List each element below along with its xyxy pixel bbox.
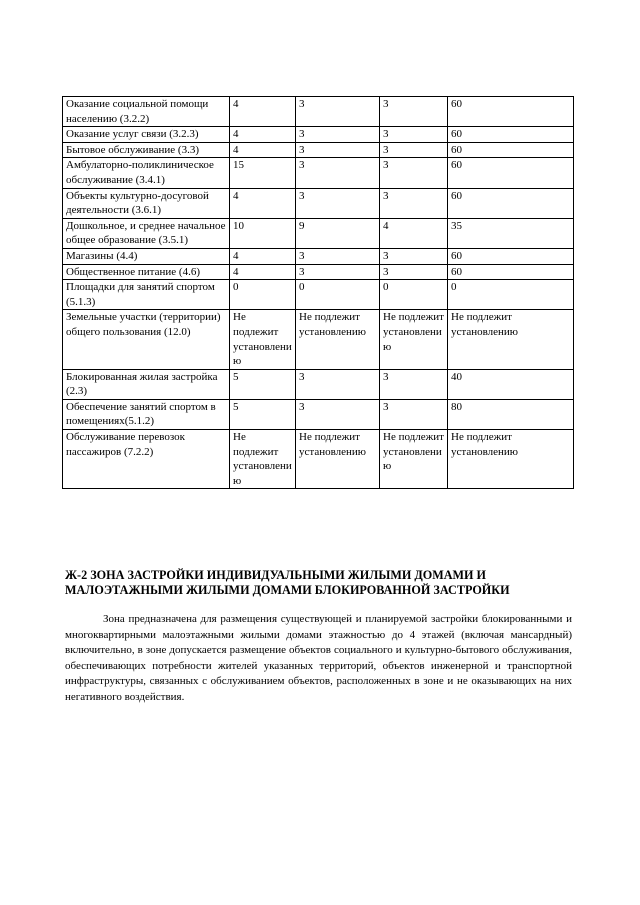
cell-value-2: 3 — [296, 142, 380, 158]
cell-value-2: 3 — [296, 158, 380, 188]
cell-value-3: Не подлежит установлению — [380, 430, 448, 489]
cell-use-type: Блокированная жилая застройка (2.3) — [63, 369, 230, 399]
cell-use-type: Объекты культурно-досуговой деятельности (3.6.1) — [63, 188, 230, 218]
cell-use-type: Магазины (4.4) — [63, 248, 230, 264]
zone-description — [65, 612, 572, 705]
cell-use-type: Оказание социальной помощи населению (3.2.2) — [63, 97, 230, 127]
table-row — [63, 188, 574, 218]
cell-value-2: Не подлежит установлению — [296, 310, 380, 369]
cell-value-4: 0 — [448, 280, 574, 310]
cell-value-2: 3 — [296, 97, 380, 127]
cell-value-3: 3 — [380, 188, 448, 218]
cell-value-4: 60 — [448, 127, 574, 143]
cell-use-type: Земельные участки (территории) общего пользования (12.0) — [63, 310, 230, 369]
zone-description-text: Зона предназначена для размещения существующей и планируемой застройки блокированными и многоквартирными малоэтажными жилыми домами этажностью до 4 этажей (включая мансардный) включительно, в зоне допускается размещение объектов социального и культурно-бытового обслуживания, обеспечивающих потребности жителей указанных территорий, объектов инженерной и транспортной инфраструктуры, связанных с обслуживанием объектов, расположенных в зоне и не оказывающих на них негативного воздействия. — [65, 613, 572, 703]
cell-value-1: 4 — [230, 248, 296, 264]
cell-value-4: 60 — [448, 158, 574, 188]
cell-value-3: 3 — [380, 369, 448, 399]
cell-value-3: 3 — [380, 399, 448, 429]
cell-value-1: Не подлежит установлению — [230, 310, 296, 369]
cell-use-type: Оказание услуг связи (3.2.3) — [63, 127, 230, 143]
cell-value-1: 15 — [230, 158, 296, 188]
cell-value-1: 4 — [230, 97, 296, 127]
cell-value-4: 60 — [448, 188, 574, 218]
cell-value-2: Не подлежит установлению — [296, 430, 380, 489]
cell-value-1: 4 — [230, 188, 296, 218]
table-row — [63, 280, 574, 310]
cell-value-3: 3 — [380, 127, 448, 143]
cell-value-3: 3 — [380, 158, 448, 188]
cell-value-2: 3 — [296, 188, 380, 218]
cell-value-4: 60 — [448, 264, 574, 280]
cell-value-1: Не подлежит установлению — [230, 430, 296, 489]
table-row — [63, 430, 574, 489]
cell-use-type: Дошкольное, и среднее начальное общее образование (3.5.1) — [63, 218, 230, 248]
table-row — [63, 218, 574, 248]
cell-value-4: Не подлежит установлению — [448, 310, 574, 369]
cell-value-4: 80 — [448, 399, 574, 429]
cell-use-type: Обслуживание перевозок пассажиров (7.2.2) — [63, 430, 230, 489]
table-row — [63, 127, 574, 143]
cell-value-4: 60 — [448, 97, 574, 127]
cell-value-1: 5 — [230, 399, 296, 429]
cell-value-2: 3 — [296, 248, 380, 264]
cell-value-4: 60 — [448, 142, 574, 158]
cell-value-3: 3 — [380, 248, 448, 264]
cell-value-1: 4 — [230, 142, 296, 158]
cell-value-3: 4 — [380, 218, 448, 248]
cell-value-2: 3 — [296, 264, 380, 280]
cell-value-2: 0 — [296, 280, 380, 310]
cell-value-4: Не подлежит установлению — [448, 430, 574, 489]
zone-heading: Ж-2 ЗОНА ЗАСТРОЙКИ ИНДИВИДУАЛЬНЫМИ ЖИЛЫМИ ДОМАМИ И МАЛОЭТАЖНЫМИ ЖИЛЫМИ ДОМАМИ БЛОКИРОВАННОЙ ЗАСТРОЙКИ — [65, 568, 510, 597]
table-row — [63, 399, 574, 429]
cell-value-4: 40 — [448, 369, 574, 399]
cell-value-4: 35 — [448, 218, 574, 248]
cell-use-type: Бытовое обслуживание (3.3) — [63, 142, 230, 158]
cell-value-1: 4 — [230, 264, 296, 280]
cell-value-2: 3 — [296, 127, 380, 143]
table-row — [63, 369, 574, 399]
cell-value-3: Не подлежит установлению — [380, 310, 448, 369]
table-row — [63, 248, 574, 264]
table-row — [63, 158, 574, 188]
zoning-parameters-table — [62, 96, 574, 489]
cell-value-3: 3 — [380, 142, 448, 158]
cell-value-2: 3 — [296, 369, 380, 399]
cell-value-3: 3 — [380, 264, 448, 280]
cell-use-type: Площадки для занятий спортом (5.1.3) — [63, 280, 230, 310]
cell-value-1: 4 — [230, 127, 296, 143]
cell-value-1: 10 — [230, 218, 296, 248]
table-row — [63, 142, 574, 158]
cell-value-1: 5 — [230, 369, 296, 399]
cell-value-4: 60 — [448, 248, 574, 264]
table-body — [63, 97, 574, 489]
cell-value-1: 0 — [230, 280, 296, 310]
cell-use-type: Обеспечение занятий спортом в помещениях(5.1.2) — [63, 399, 230, 429]
cell-value-2: 3 — [296, 399, 380, 429]
table-row — [63, 97, 574, 127]
table-row — [63, 310, 574, 369]
cell-value-2: 9 — [296, 218, 380, 248]
cell-use-type: Амбулаторно-поликлиническое обслуживание (3.4.1) — [63, 158, 230, 188]
cell-use-type: Общественное питание (4.6) — [63, 264, 230, 280]
cell-value-3: 3 — [380, 97, 448, 127]
table-row — [63, 264, 574, 280]
cell-value-3: 0 — [380, 280, 448, 310]
